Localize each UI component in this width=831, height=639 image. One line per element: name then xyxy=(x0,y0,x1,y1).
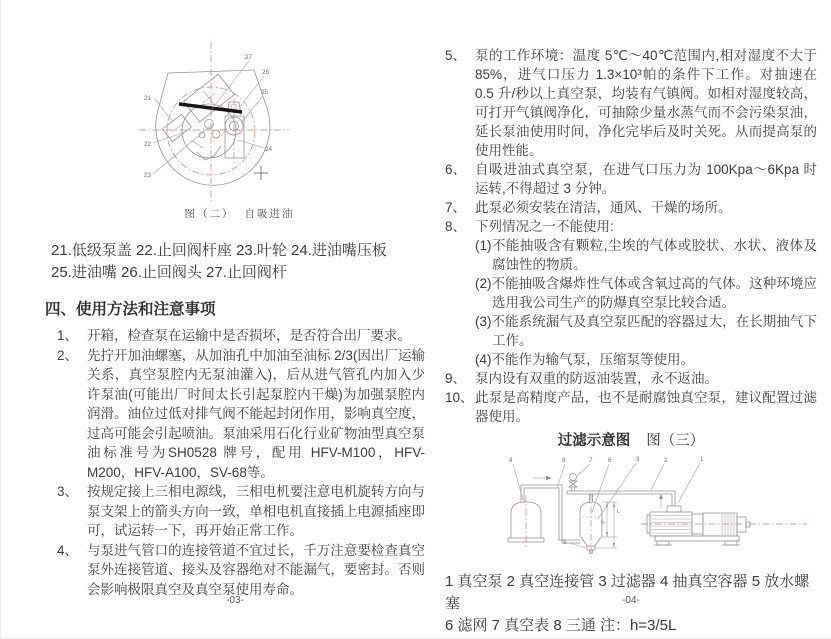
list-item-10 xyxy=(445,388,817,426)
item-text: 开箱，检查泵在运输中是否损坏，是否符合出厂要求。 xyxy=(87,328,411,343)
list-item-9 xyxy=(445,369,817,388)
vacuum-gauge xyxy=(569,474,577,492)
parts-line-1: 21.低级泵盖 22.止回阀杆座 23.叶轮 24.进油嘴压板 xyxy=(51,242,387,259)
list-item-1 xyxy=(57,326,425,346)
manual-page-right xyxy=(445,46,817,637)
callout-27: 27 xyxy=(245,54,253,61)
callout-23: 23 xyxy=(144,172,152,179)
figure-3-drawing xyxy=(445,451,815,569)
dimension-lines xyxy=(595,502,620,548)
item-text: 下列情况之一不能使用: xyxy=(475,219,614,234)
callout-21: 21 xyxy=(144,95,152,102)
callout-4: 4 xyxy=(509,457,513,464)
flow-arrow xyxy=(533,476,552,480)
item-number: 1、 xyxy=(57,328,79,343)
figure-2-label: 图（二） xyxy=(184,208,235,220)
callout-1: 1 xyxy=(700,456,704,463)
callout-6: 6 xyxy=(608,457,612,464)
item-text: 此泵是高精度产品，也不是耐腐蚀真空泵，建议配置过滤器使用。 xyxy=(475,390,817,424)
figure-3-heading xyxy=(445,429,817,450)
callout-5: 5 xyxy=(563,539,567,546)
callout-25: 25 xyxy=(261,89,269,96)
vacuum-pump xyxy=(647,494,750,545)
page-number-left: -03- xyxy=(226,595,244,606)
item-number: 6、 xyxy=(445,162,467,177)
caption-line-2: 6 滤网 7 真空表 8 三通 注：h=3/5L xyxy=(445,617,677,634)
figure-2-caption xyxy=(137,206,342,221)
list-item-4 xyxy=(57,541,425,600)
figure-3-filter-schematic xyxy=(445,451,817,569)
list-item-2 xyxy=(57,346,425,483)
item-text: 此泵必须安装在清洁，通风、干燥的场所。 xyxy=(475,200,732,215)
item-text: 先拧开加油螺塞，从加油孔中加油至油标 2/3(因出厂运输关系，真空泵腔内无泵油灌入)，后从进气管孔内加入少许泵油(可能出厂时间太长引起泵腔内干燥)为加强泵腔内润滑。油位过低对排气阀不能起封闭作用，影响真空度，过高可能会引起喷油。泵油采用石化行业矿物油型真空泵油标准号为SH0528 牌号，配用 HFV-M100，HFV-M200，HFV-A100，SV-68等。 xyxy=(87,347,425,480)
dim-h-label: h xyxy=(601,520,604,526)
cross-mark xyxy=(254,166,268,180)
parts-line-2: 25.进油嘴 26.止回阀头 27.止回阀杆 xyxy=(51,264,287,281)
sub-item-2: (2)不能抽吸含爆炸性气体或含氧过高的气体。这种环境应选用我公司生产的防爆真空泵比较合适。 xyxy=(475,276,817,310)
list-item-7 xyxy=(445,198,817,217)
parts-list xyxy=(51,240,425,284)
list-item-3 xyxy=(57,482,425,541)
section-title: 四、使用方法和注意事项 xyxy=(45,301,216,318)
caption-line-1: 1 真空泵 2 真空连接管 3 过滤器 4 抽真空容器 5 放水螺塞 xyxy=(445,573,810,612)
callout-24: 24 xyxy=(265,146,273,153)
item-8-sub-list xyxy=(475,236,817,369)
page-number-right: -04- xyxy=(622,595,640,606)
item-number: 4、 xyxy=(57,542,79,558)
item-number: 5、 xyxy=(445,48,467,63)
figure-3-label: 图（三） xyxy=(646,433,705,449)
figure-2-title: 自吸进油 xyxy=(244,208,295,220)
item-number: 8、 xyxy=(445,219,467,234)
list-item-5 xyxy=(445,46,817,160)
item-number: 2、 xyxy=(57,347,79,363)
list-item-8 xyxy=(445,217,817,236)
item-text: 泵内设有双重的防返油装置，永不返油。 xyxy=(475,371,718,386)
dim-L-label: L xyxy=(617,509,620,515)
check-valve-seat-block xyxy=(184,74,235,122)
callout-26: 26 xyxy=(262,69,270,76)
figure-2-self-priming-oil-inlet xyxy=(45,22,425,228)
sub-item-1: (1)不能抽吸含有颗粒,尘埃的气体或胶状、水状、液体及腐蚀性的物质。 xyxy=(475,238,817,272)
callout-8: 8 xyxy=(562,457,566,464)
figure-2-drawing xyxy=(137,36,342,208)
callout-7: 7 xyxy=(589,457,593,464)
figure-3-title: 过滤示意图 xyxy=(557,433,631,449)
list-item-6 xyxy=(445,160,817,198)
callout-2: 2 xyxy=(664,457,668,464)
top-pipe xyxy=(567,491,675,506)
item-text: 与泵进气管口的连接管道不宜过长，千万注意要检查真空泵外连接管道、接头及容器绝对不能漏气，要密封。否则会影响极限真空及真空泵使用寿命。 xyxy=(87,542,425,597)
item-number: 9、 xyxy=(445,371,467,386)
callout-3: 3 xyxy=(636,456,640,463)
item-number: 10、 xyxy=(445,390,474,405)
sub-item-4: (4)不能作为输气泵，压缩泵等使用。 xyxy=(475,352,694,367)
item-text: 泵的工作环境：温度 5℃～40℃范围内,相对湿度不大于 85%，进气口压力 1.3×10³帕的条件下工作。对抽速在 0.5 升/秒以上真空泵，均装有气镇阀。如相对湿度较高，可打开气镇阀净化，可抽除少量水蒸气而不会污染泵油，延长泵油使用时间，净化完毕后及时关死。从而提高泵的使用性能。 xyxy=(475,48,817,158)
item-text: 自吸进油式真空泵，在进气口压力为 100Kpa～6Kpa 时运转,不得超过 3 分钟。 xyxy=(475,162,817,196)
item-number: 3、 xyxy=(57,484,79,499)
item-text: 按规定接上三相电源线，三相电机要注意电机旋转方向与泵支架上的箭头方向一致，单相电机直接插上电源插座即可，试运转一下，再开始正常工作。 xyxy=(87,484,425,538)
callout-22: 22 xyxy=(144,141,152,148)
manual-page-left xyxy=(45,22,425,599)
item-number: 7、 xyxy=(445,200,467,215)
callout-leaders xyxy=(153,61,264,174)
sub-item-3: (3)不能系统漏气及真空泵匹配的容器过大，在长期抽气下工作。 xyxy=(475,314,817,348)
